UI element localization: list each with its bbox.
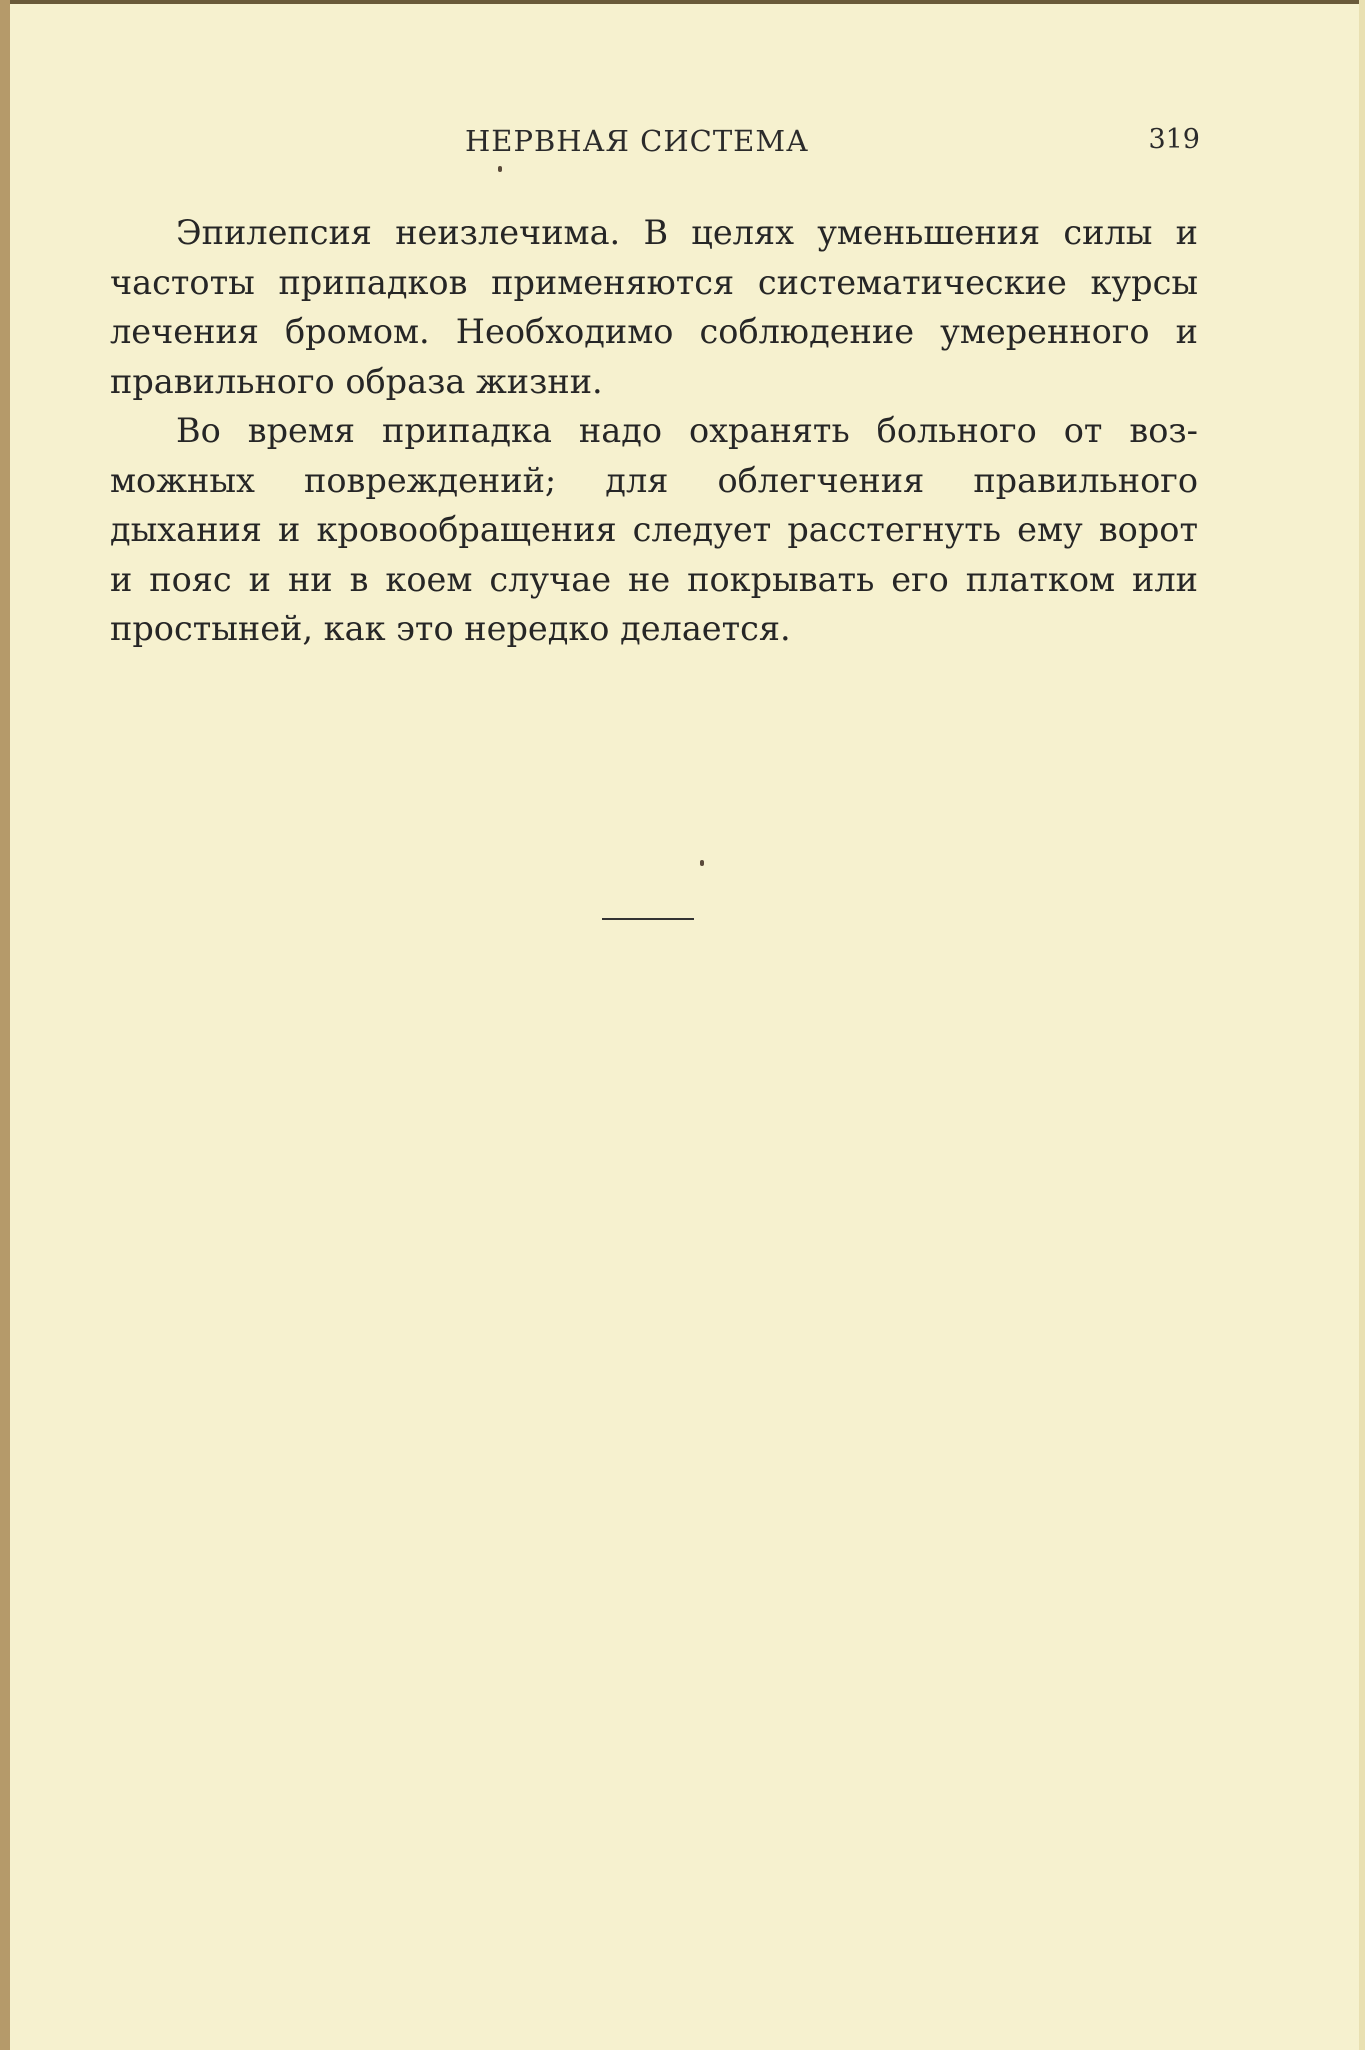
running-head [110, 124, 1200, 164]
running-head-title: НЕРВНАЯ СИСТЕМА [465, 124, 810, 158]
page-right-edge [1359, 0, 1365, 2050]
print-speck [700, 860, 704, 866]
paragraph-1: Эпилепсия неизлечима. В целях уменьшения силы и частоты припадков применяются систематические курсы лечения бромом. Необходимо соблюдение умеренного и правильного образа жизни. [110, 213, 1198, 401]
section-end-rule [602, 918, 694, 920]
paragraph-2: Во время припадка надо охранять больного от возможных повреждений; для облегчения правильного дыхания и кровообращения следует расстегнуть ему ворот и пояс и ни в коем случае не покрывать его платком или простыней, как это нередко делается. [110, 411, 1198, 648]
page-number: 319 [1148, 124, 1200, 155]
page-spine-edge [0, 0, 10, 2050]
page-top-edge [0, 0, 1365, 4]
print-speck [498, 166, 502, 172]
body-text [110, 208, 1198, 654]
